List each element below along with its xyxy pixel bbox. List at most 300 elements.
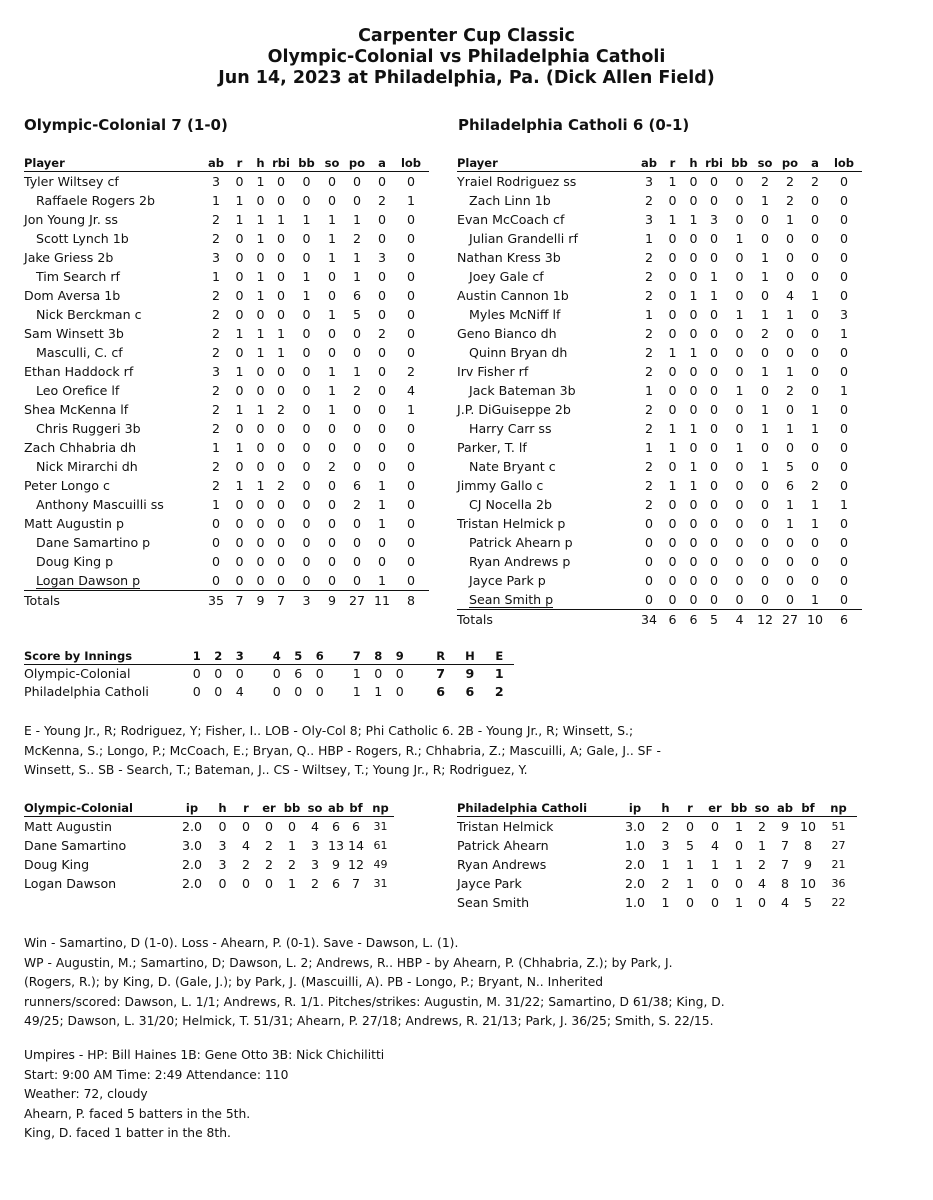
stat-so: 1 [760,459,769,474]
batter-name-text: Yraiel Rodriguez ss [457,174,577,189]
stat-ab: 0 [644,573,653,588]
stat-po: 6 [352,478,361,493]
stat-a: 1 [810,402,819,417]
stat-bb: 0 [302,174,311,189]
stat-h: 0 [256,193,265,208]
stat-a: 0 [377,402,386,417]
stat-a: 0 [810,250,819,265]
stat-er: 2 [264,857,273,872]
batter-row [457,552,862,571]
batter-name [24,286,204,305]
batter-row [24,343,429,362]
batter-row [457,514,862,533]
stat-so: 4 [310,819,319,834]
stat-ab: 0 [211,516,220,531]
stat-rbi: 0 [276,535,285,550]
stat-rbi: 0 [709,459,718,474]
stat-ab: 1 [644,231,653,246]
total-so: 9 [321,591,343,611]
decisions-line: (Rogers, R.); by King, D. (Gale, J.); by Park, J. (Mascuilli, A). PB - Longo, P.; Bryant, N.. Inherited [24,975,604,989]
stat-bf: 12 [347,857,365,872]
stat-so: 0 [757,895,766,910]
spacer [331,683,346,701]
stat-h: 0 [689,193,698,208]
stat-h: 0 [689,535,698,550]
stat-er: 2 [264,838,273,853]
batter-row [457,457,862,476]
stat-ab: 9 [331,857,340,872]
stat-bb: 0 [302,554,311,569]
batter-name [457,210,637,229]
stat-lob: 1 [839,497,848,512]
stat-h: 1 [689,288,698,303]
stat-rbi: 1 [276,345,285,360]
stat-a: 0 [377,212,386,227]
stat-bb: 0 [735,573,744,588]
stat-h: 0 [689,269,698,284]
linescore-team: Philadelphia Catholi [24,684,149,699]
stat-bb: 0 [302,307,311,322]
stat-so: 0 [327,326,336,341]
col-header-bb: bb [728,800,750,817]
stat-h: 1 [256,326,265,341]
batter-row [24,362,429,381]
stat-po: 1 [352,250,361,265]
batter-row [457,571,862,590]
stat-h: 1 [256,269,265,284]
stat-bf: 9 [803,857,812,872]
total-bb: 4 [725,610,754,630]
stat-po: 5 [352,307,361,322]
stat-r: 0 [668,269,677,284]
stat-so: 0 [327,193,336,208]
batter-row [457,438,862,457]
stat-so: 1 [327,364,336,379]
stat-rbi: 0 [709,440,718,455]
batter-name [457,476,637,495]
inning-runs: 0 [294,684,303,699]
stat-ab: 0 [644,535,653,550]
stat-so: 0 [327,516,336,531]
stat-r: 0 [668,592,677,607]
rhe-header: H [455,648,484,665]
batter-name [24,172,204,192]
stat-lob: 0 [839,345,848,360]
stat-h: 1 [256,231,265,246]
stat-po: 1 [785,212,794,227]
batter-name-text: Harry Carr ss [469,421,552,436]
col-header-bb: bb [281,800,303,817]
batter-row [457,419,862,438]
stat-ab: 3 [644,212,653,227]
batter-name [24,533,204,552]
stat-h: 0 [689,174,698,189]
batter-name [24,419,204,438]
stat-rbi: 0 [276,497,285,512]
stat-r: 0 [241,819,250,834]
stat-po: 0 [785,554,794,569]
col-header-lob: lob [393,155,429,172]
stat-er: 4 [710,838,719,853]
batter-row [457,305,862,324]
stat-lob: 1 [839,326,848,341]
stat-rbi: 0 [276,174,285,189]
stat-r: 1 [235,212,244,227]
stat-a: 1 [377,516,386,531]
stat-rbi: 0 [276,307,285,322]
notes-line: Winsett, S.. SB - Search, T.; Bateman, J.. CS - Wiltsey, T.; Young Jr., R; Rodriguez, Y. [24,763,528,777]
stat-lob: 0 [406,326,415,341]
stat-po: 1 [352,269,361,284]
stat-so: 1 [760,307,769,322]
stat-so: 0 [760,516,769,531]
stat-lob: 0 [839,459,848,474]
col-header-so: so [750,800,774,817]
inning-header: 3 [229,648,251,665]
stat-h: 3 [218,838,227,853]
stat-lob: 0 [839,440,848,455]
batter-name-text: Tristan Helmick p [457,516,566,531]
rhe-value: 9 [465,666,475,681]
stat-so: 1 [760,269,769,284]
batter-name [24,324,204,343]
batter-name-text: Ryan Andrews p [469,554,571,569]
rhe-value: 6 [436,684,446,699]
stat-h: 1 [689,212,698,227]
col-header-h: h [210,800,235,817]
stat-po: 1 [352,212,361,227]
batter-name [457,362,637,381]
stat-bb: 0 [302,193,311,208]
stat-a: 0 [377,554,386,569]
stat-po: 0 [352,535,361,550]
stat-ab: 6 [331,876,340,891]
batter-name-text: Matt Augustin p [24,516,125,531]
stat-ab: 2 [644,478,653,493]
stat-rbi: 0 [276,554,285,569]
batter-name-text: CJ Nocella 2b [469,497,553,512]
inning-runs: 0 [395,684,404,699]
stat-rbi: 0 [709,250,718,265]
home-batting-table [457,155,862,629]
stat-bb: 0 [302,231,311,246]
stat-h: 0 [256,383,265,398]
stat-ab: 2 [644,402,653,417]
stat-a: 0 [377,459,386,474]
stat-r: 0 [235,383,244,398]
inning-runs: 0 [214,666,223,681]
spacer [411,683,426,701]
stat-h: 0 [218,819,227,834]
rhe-value: 1 [494,666,504,681]
batter-name [24,495,204,514]
batter-name [457,305,637,324]
batter-name [457,324,637,343]
stat-h: 0 [256,364,265,379]
stat-ab: 2 [211,326,220,341]
stat-np: 51 [831,820,846,833]
batter-name-text: Jimmy Gallo c [457,478,544,493]
stat-er: 0 [710,895,719,910]
pitcher-name: Matt Augustin [24,819,113,834]
stat-r: 1 [668,345,677,360]
stat-lob: 0 [839,231,848,246]
batter-name [24,381,204,400]
stat-rbi: 0 [709,478,718,493]
pitcher-row [24,855,394,874]
stat-bf: 7 [351,876,360,891]
stat-h: 0 [256,421,265,436]
batting-header-row [24,155,429,172]
stat-r: 0 [668,326,677,341]
stat-so: 2 [757,857,766,872]
stat-a: 2 [377,326,386,341]
batter-name-text: Zach Linn 1b [469,193,551,208]
stat-bb: 1 [734,895,743,910]
inning-runs: 0 [272,666,281,681]
batter-name-text: Parker, T. lf [457,440,527,455]
col-header-player: Player [457,155,637,172]
stat-ab: 1 [211,440,220,455]
batter-name-text: Jayce Park p [469,573,546,588]
batter-name [457,191,637,210]
stat-ab: 2 [644,250,653,265]
batter-name-text: Irv Fisher rf [457,364,529,379]
inning-runs: 0 [192,666,201,681]
stat-r: 1 [668,478,677,493]
inning-header: 4 [266,648,288,665]
stat-rbi: 0 [709,516,718,531]
stat-bb: 0 [735,212,744,227]
stat-r: 0 [668,193,677,208]
total-rbi: 7 [270,591,292,611]
col-header-bf: bf [796,800,820,817]
stat-bf: 6 [351,819,360,834]
inning-header: 5 [288,648,310,665]
batter-row [24,324,429,343]
stat-so: 0 [760,535,769,550]
batter-row [24,552,429,571]
stat-po: 1 [785,307,794,322]
stat-bb: 0 [735,402,744,417]
stat-so: 0 [327,421,336,436]
stat-lob: 0 [839,478,848,493]
batter-name [457,343,637,362]
stat-po: 0 [785,269,794,284]
stat-ab: 2 [644,364,653,379]
inning-runs: 0 [395,666,404,681]
stat-a: 0 [810,269,819,284]
stat-ab: 2 [644,269,653,284]
stat-a: 2 [810,174,819,189]
stat-r: 1 [235,364,244,379]
stat-bb: 0 [302,250,311,265]
stat-bb: 1 [302,212,311,227]
stat-rbi: 0 [276,288,285,303]
batter-name [24,191,204,210]
stat-r: 0 [668,573,677,588]
batter-name-text: Julian Grandelli rf [469,231,578,246]
stat-so: 0 [760,478,769,493]
stat-ab: 4 [780,895,789,910]
stat-er: 0 [710,876,719,891]
stat-r: 4 [241,838,250,853]
total-h: 9 [251,591,270,611]
stat-r: 0 [668,554,677,569]
stat-ip: 3.0 [181,838,203,853]
stat-er: 1 [710,857,719,872]
stat-rbi: 0 [276,193,285,208]
stat-a: 0 [377,174,386,189]
pitching-team-header: Olympic-Colonial [24,800,174,817]
col-header-rbi: rbi [703,155,725,172]
batter-name-text: Jack Bateman 3b [469,383,576,398]
col-header-player: Player [24,155,204,172]
stat-po: 0 [352,174,361,189]
stat-so: 0 [760,231,769,246]
batter-name-text: Sam Winsett 3b [24,326,124,341]
batter-row [457,362,862,381]
stat-bb: 0 [302,478,311,493]
stat-h: 2 [661,819,670,834]
stat-a: 1 [810,497,819,512]
batter-row [457,495,862,514]
stat-a: 0 [810,326,819,341]
stat-bb: 0 [302,573,311,588]
stat-ab: 2 [211,288,220,303]
totals-row [24,591,429,611]
stat-rbi: 0 [276,516,285,531]
stat-rbi: 1 [709,288,718,303]
stat-lob: 0 [839,269,848,284]
batter-name-text: Dom Aversa 1b [24,288,121,303]
stat-h: 1 [689,421,698,436]
batter-name [457,590,637,610]
stat-so: 0 [327,269,336,284]
pitcher-name: Logan Dawson [24,876,117,891]
batter-name-text: Peter Longo c [24,478,110,493]
stat-ab: 2 [211,421,220,436]
pitcher-name: Ryan Andrews [457,857,547,872]
col-header-bb: bb [292,155,321,172]
stat-lob: 0 [406,440,415,455]
batter-row [24,438,429,457]
batter-name [24,476,204,495]
stat-po: 1 [352,364,361,379]
stat-np: 27 [831,839,846,852]
stat-po: 0 [352,402,361,417]
batter-row [457,381,862,400]
game-info [24,1046,384,1144]
stat-bb: 0 [302,459,311,474]
stat-np: 21 [831,858,846,871]
batter-name-text: Patrick Ahearn p [469,535,573,550]
stat-a: 0 [377,383,386,398]
stat-er: 0 [264,819,273,834]
stat-h: 1 [689,345,698,360]
batter-row [457,191,862,210]
stat-bb: 0 [302,440,311,455]
stat-rbi: 2 [276,478,285,493]
stat-h: 0 [689,326,698,341]
batter-name-text: Ethan Haddock rf [24,364,134,379]
batter-name [24,229,204,248]
inning-header: 9 [389,648,411,665]
batter-name-text: Jon Young Jr. ss [24,212,118,227]
stat-h: 3 [218,857,227,872]
inning-runs: 0 [272,684,281,699]
batter-row [457,286,862,305]
batter-name-text: J.P. DiGuiseppe 2b [457,402,571,417]
stat-r: 0 [235,573,244,588]
stat-h: 1 [256,212,265,227]
stat-so: 2 [760,326,769,341]
stat-so: 1 [757,838,766,853]
stat-lob: 0 [839,554,848,569]
stat-bb: 1 [735,383,744,398]
stat-bb: 0 [734,876,743,891]
stat-so: 0 [327,288,336,303]
stat-ab: 1 [644,383,653,398]
stat-a: 1 [377,497,386,512]
total-po: 27 [776,610,804,630]
stat-lob: 0 [406,459,415,474]
total-a: 11 [371,591,393,611]
stat-h: 0 [689,307,698,322]
stat-so: 1 [327,212,336,227]
stat-po: 0 [352,440,361,455]
stat-h: 1 [689,459,698,474]
stat-po: 2 [785,193,794,208]
stat-r: 1 [668,212,677,227]
stat-so: 0 [760,497,769,512]
col-header-ab: ab [637,155,661,172]
stat-ab: 2 [644,326,653,341]
stat-bb: 0 [735,174,744,189]
col-header-np: np [367,800,394,817]
pitcher-row [457,836,857,855]
stat-po: 0 [352,516,361,531]
stat-r: 1 [235,193,244,208]
stat-bb: 1 [734,857,743,872]
batter-name-text: Joey Gale cf [469,269,544,284]
inning-runs: 0 [192,684,201,699]
stat-r: 0 [668,288,677,303]
pitcher-name: Tristan Helmick [457,819,554,834]
stat-a: 1 [377,478,386,493]
spacer [251,683,266,701]
batter-row [24,457,429,476]
batter-name-text: Nick Mirarchi dh [36,459,138,474]
stat-ab: 7 [780,838,789,853]
total-ab: 34 [637,610,661,630]
batter-name-text: Quinn Bryan dh [469,345,568,360]
linescore-row [24,683,514,701]
stat-rbi: 0 [709,174,718,189]
stat-po: 1 [785,516,794,531]
total-a: 10 [804,610,826,630]
stat-ab: 1 [211,497,220,512]
batter-name [457,495,637,514]
stat-r: 1 [668,174,677,189]
stat-h: 0 [256,516,265,531]
stat-ab: 0 [211,573,220,588]
total-h: 6 [684,610,703,630]
batter-name [457,381,637,400]
batter-row [24,476,429,495]
stat-bb: 0 [735,478,744,493]
stat-po: 0 [352,554,361,569]
